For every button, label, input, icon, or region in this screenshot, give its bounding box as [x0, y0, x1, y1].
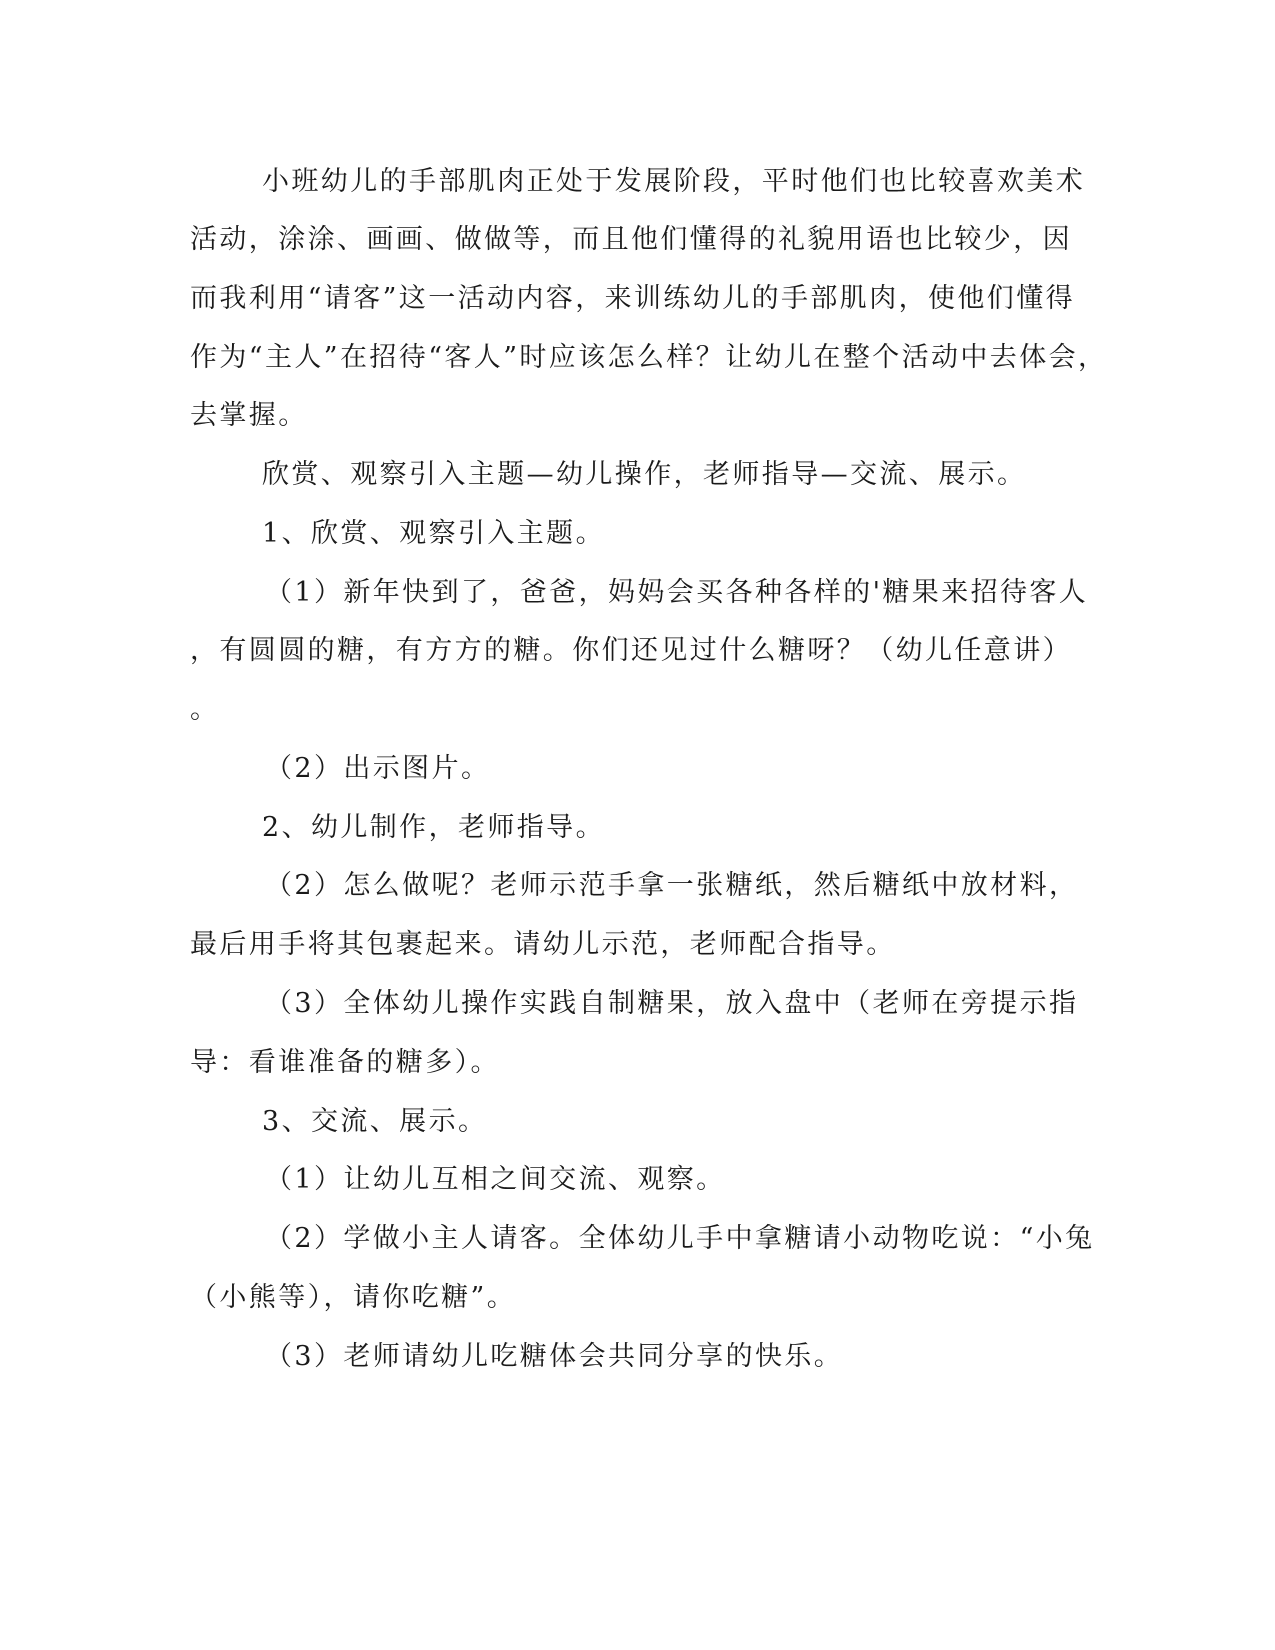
step-line: （2）怎么做呢？老师示范手拿一张糖纸，然后糖纸中放材料， [265, 870, 1079, 901]
paragraph-line: 去掌握。 [190, 400, 308, 431]
step-line: （3）全体幼儿操作实践自制糖果，放入盘中（老师在旁提示指 [265, 988, 1079, 1019]
summary-line: 欣赏、观察引入主题—幼儿操作，老师指导—交流、展示。 [262, 459, 1027, 490]
paragraph-line: 小班幼儿的手部肌肉正处于发展阶段，平时他们也比较喜欢美术 [262, 166, 1086, 197]
paragraph-line: 而我利用“请客”这一活动内容，来训练幼儿的手部肌肉，使他们懂得 [190, 283, 1076, 314]
step-line: （2）出示图片。 [265, 753, 491, 784]
step-line: （2）学做小主人请客。全体幼儿手中拿糖请小动物吃说：“小兔 [265, 1223, 1095, 1254]
step-line: （1）新年快到了，爸爸，妈妈会买各种各样的'糖果来招待客人 [265, 577, 1089, 608]
paragraph-line: 。 [190, 694, 220, 725]
paragraph-line: 导：看谁准备的糖多）。 [190, 1047, 500, 1078]
paragraph-line: ，有圆圆的糖，有方方的糖。你们还见过什么糖呀？（幼儿任意讲） [190, 635, 1072, 666]
step-line: （1）让幼儿互相之间交流、观察。 [265, 1164, 726, 1195]
paragraph-line: 活动，涂涂、画画、做做等，而且他们懂得的礼貌用语也比较少，因 [190, 224, 1072, 255]
step-line: （3）老师请幼儿吃糖体会共同分享的快乐。 [265, 1341, 844, 1372]
section-heading: 2、幼儿制作，老师指导。 [262, 812, 605, 843]
paragraph-line: 作为“主人”在招待“客人”时应该怎么样？让幼儿在整个活动中去体会， [190, 342, 1108, 373]
paragraph-line: 最后用手将其包裹起来。请幼儿示范，老师配合指导。 [190, 929, 896, 960]
section-heading: 1、欣赏、观察引入主题。 [262, 518, 605, 549]
paragraph-line: （小熊等），请你吃糖”。 [190, 1282, 517, 1313]
section-heading: 3、交流、展示。 [262, 1106, 488, 1137]
